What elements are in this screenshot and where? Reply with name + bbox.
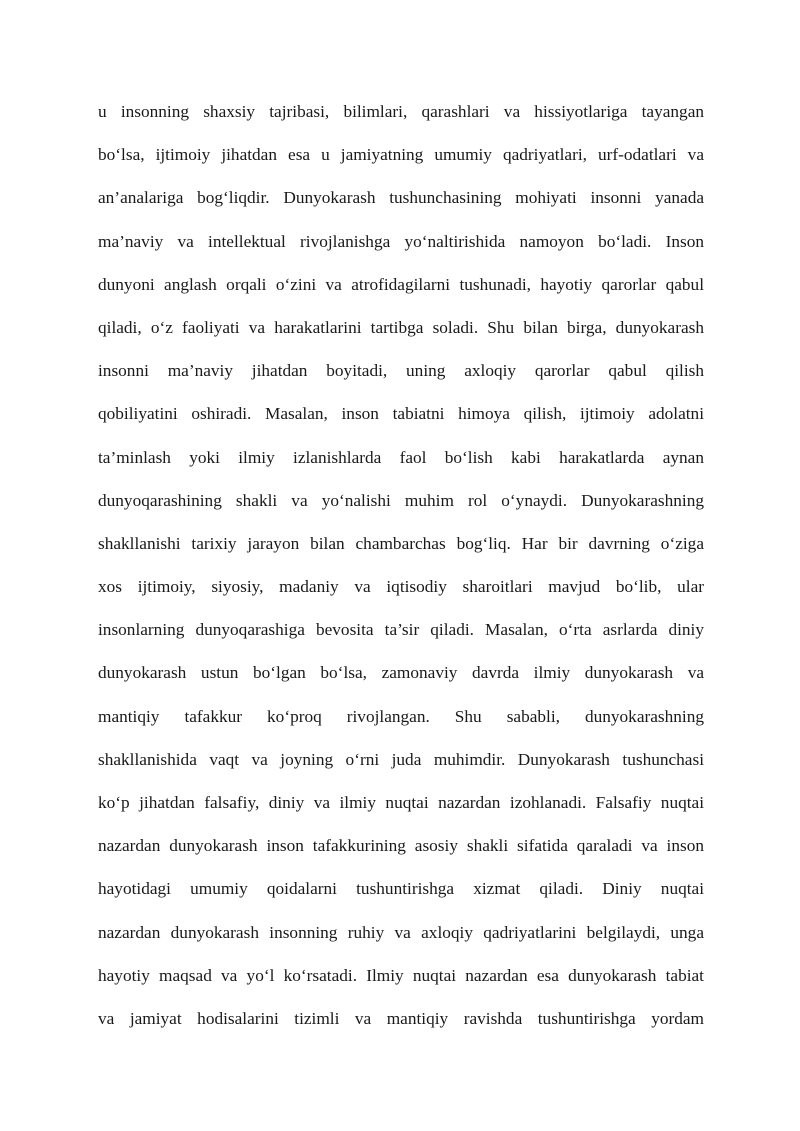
text-line: insonlarning dunyoqarashiga bevosita ta’sir qiladi. Masalan, o‘rta asrlarda diniy xyxy=(98,620,704,640)
body-paragraph xyxy=(98,90,704,1040)
text-line: dunyokarash ustun bo‘lgan bo‘lsa, zamonaviy davrda ilmiy dunyokarash va xyxy=(98,663,704,683)
text-line: bo‘lsa, ijtimoiy jihatdan esa u jamiyatning umumiy qadriyatlari, urf-odatlari va xyxy=(98,145,704,165)
text-line: ma’naviy va intellektual rivojlanishga yo‘naltirishida namoyon bo‘ladi. Inson xyxy=(98,231,704,251)
text-line: mantiqiy tafakkur ko‘proq rivojlangan. Shu sababli, dunyokarashning xyxy=(98,706,704,726)
text-line: ko‘p jihatdan falsafiy, diniy va ilmiy nuqtai nazardan izohlanadi. Falsafiy nuqtai xyxy=(98,793,704,812)
text-line: an’analariga bog‘liqdir. Dunyokarash tushunchasining mohiyati insonni yanada xyxy=(98,188,704,208)
text-line: hayotidagi umumiy qoidalarni tushuntirishga xizmat qiladi. Diniy nuqtai xyxy=(98,879,704,899)
text-line: dunyoqarashining shakli va yo‘nalishi muhim rol o‘ynaydi. Dunyokarashning xyxy=(98,490,704,510)
text-line: va jamiyat hodisalarini tizimli va mantiqiy ravishda tushuntirishga yordam xyxy=(98,1008,704,1028)
text-line: nazardan dunyokarash inson tafakkurining asosiy shakli sifatida qaraladi va inson xyxy=(98,836,704,856)
text-line: qiladi, o‘z faoliyati va harakatlarini tartibga soladi. Shu bilan birga, dunyokarash xyxy=(98,317,704,337)
text-line: insonni ma’naviy jihatdan boyitadi, uning axloqiy qarorlar qabul qilish xyxy=(98,361,704,381)
text-line: xos ijtimoiy, siyosiy, madaniy va iqtisodiy sharoitlari mavjud bo‘lib, ular xyxy=(98,577,704,597)
text-line: nazardan dunyokarash insonning ruhiy va axloqiy qadriyatlarini belgilaydi, unga xyxy=(98,922,704,942)
text-line: dunyoni anglash orqali o‘zini va atrofidagilarni tushunadi, hayotiy qarorlar qabul xyxy=(98,274,704,294)
text-line: shakllanishi tarixiy jarayon bilan chambarchas bog‘liq. Har bir davrning o‘ziga xyxy=(98,533,704,553)
text-line: hayotiy maqsad va yo‘l ko‘rsatadi. Ilmiy nuqtai nazardan esa dunyokarash tabiat xyxy=(98,965,704,985)
text-line: qobiliyatini oshiradi. Masalan, inson tabiatni himoya qilish, ijtimoiy adolatni xyxy=(98,404,704,424)
text-line: u insonning shaxsiy tajribasi, bilimlari, qarashlari va hissiyotlariga tayangan xyxy=(98,102,704,121)
text-line: shakllanishida vaqt va joyning o‘rni juda muhimdir. Dunyokarash tushunchasi xyxy=(98,749,704,769)
text-line: ta’minlash yoki ilmiy izlanishlarda faol bo‘lish kabi harakatlarda aynan xyxy=(98,447,704,467)
